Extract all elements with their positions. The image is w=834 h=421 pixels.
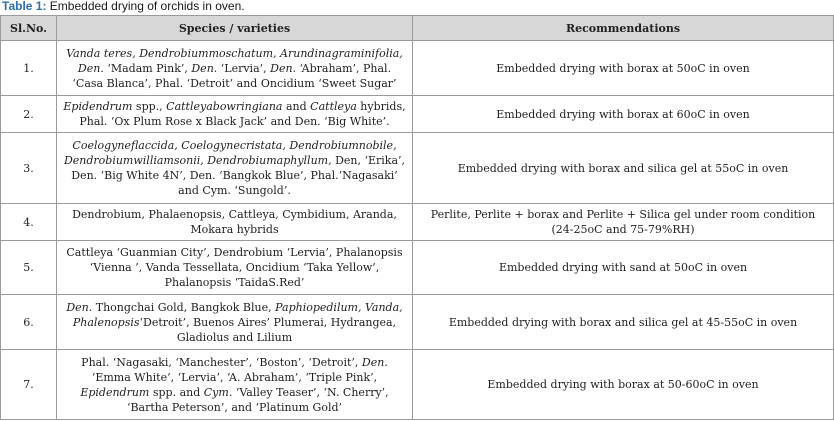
table-caption bbox=[2, 0, 245, 13]
species-name-text: Den, ‘Erika’, Den. ‘Big White 4N’, Den. ‘Bangkok Blue’, Phal.‘Nagasaki’ and Cym. ‘Sungold’. bbox=[71, 154, 406, 197]
species-name-text: ‘Lervia’, bbox=[217, 61, 271, 75]
species-name-italic: Epidendrum bbox=[80, 385, 150, 399]
species-name-text: Dendrobium, Phalaenopsis, Cattleya, Cymbidium, Aranda, Mokara hybrids bbox=[72, 208, 397, 236]
species-name-italic: Den. bbox=[270, 61, 297, 75]
serial-number-cell: 4. bbox=[1, 204, 57, 241]
species-name-italic: Vanda teres, Dendrobiummoschatum, Arundinagraminifolia, Den. bbox=[66, 46, 403, 75]
species-name-text: ‘Detroit’, Buenos Aires’ Plumerai, Hydrangea, Gladiolus and Lilium bbox=[139, 315, 397, 344]
serial-number-cell: 1. bbox=[1, 41, 57, 96]
species-name-italic: Coelogyneflaccida, Coelogynecristata, Dendrobiumnobile, Dendrobiumwilliamsonii, Dendrobiumaphyllum, bbox=[63, 139, 397, 167]
species-cell bbox=[57, 96, 413, 133]
recommendation-cell: Embedded drying with borax at 60oC in oven bbox=[413, 96, 834, 133]
species-cell bbox=[57, 41, 413, 96]
species-name-text: ‘Emma White’, ‘Lervia’, ‘A. Abraham’, ‘Triple Pink’, bbox=[91, 370, 378, 384]
species-name-italic: Cym. bbox=[203, 385, 233, 399]
species-name-italic: Cattleya bbox=[310, 100, 357, 113]
table-caption-label: Table 1: bbox=[2, 0, 47, 13]
species-name-text: and bbox=[282, 100, 311, 113]
table-row bbox=[1, 133, 834, 204]
header-species: Species / varieties bbox=[57, 16, 413, 41]
header-sl-no: Sl.No. bbox=[1, 16, 57, 41]
serial-number-cell: 5. bbox=[1, 241, 57, 295]
table-row bbox=[1, 295, 834, 350]
species-name-italic: Paphiopedilum, Vanda, Phalenopsis bbox=[72, 300, 403, 329]
species-name-text: hybrids, Phal. ‘Ox Plum Rose x Black Jack’ and Den. ‘Big White’. bbox=[79, 100, 406, 128]
species-name-italic: Den. bbox=[66, 300, 93, 314]
species-name-text: Cattleya ‘Guanmian City’, Dendrobium ‘Lervia’, Phalanopsis ‘Vienna ’, Vanda Tessellata, Oncidium ‘Taka Yellow’, Phalanopsis ‘TaidaS.Red’ bbox=[66, 246, 403, 289]
recommendation-cell: Perlite, Perlite + borax and Perlite + Silica gel under room condition (24-25oC and 75-79%RH) bbox=[413, 204, 834, 241]
table-row bbox=[1, 350, 834, 420]
serial-number-cell: 7. bbox=[1, 350, 57, 420]
table-caption-text: Embedded drying of orchids in oven. bbox=[46, 0, 245, 13]
species-name-italic: Den. bbox=[191, 61, 218, 75]
species-name-text: Thongchai Gold, Bangkok Blue, bbox=[92, 300, 276, 314]
species-name-italic: Epidendrum bbox=[63, 100, 133, 113]
species-cell bbox=[57, 350, 413, 420]
recommendation-cell: Embedded drying with borax at 50-60oC in oven bbox=[413, 350, 834, 420]
recommendation-cell: Embedded drying with borax and silica gel at 45-55oC in oven bbox=[413, 295, 834, 350]
species-cell bbox=[57, 241, 413, 295]
orchid-drying-table bbox=[0, 15, 834, 420]
serial-number-cell: 2. bbox=[1, 96, 57, 133]
species-name-text: Phal. ‘Nagasaki, ‘Manchester’, ‘Boston’, ‘Detroit’, bbox=[81, 355, 362, 369]
species-name-text: spp., bbox=[132, 100, 167, 113]
species-name-italic: Cattleyabowringiana bbox=[166, 100, 283, 113]
serial-number-cell: 3. bbox=[1, 133, 57, 204]
table-row bbox=[1, 204, 834, 241]
recommendation-cell: Embedded drying with borax at 50oC in oven bbox=[413, 41, 834, 96]
species-cell bbox=[57, 204, 413, 241]
recommendation-cell: Embedded drying with borax and silica gel at 55oC in oven bbox=[413, 133, 834, 204]
table-row bbox=[1, 96, 834, 133]
table-row bbox=[1, 41, 834, 96]
species-name-text: ‘Valley Teaser’, ‘N. Cherry’, ‘Bartha Peterson’, and ‘Platinum Gold’ bbox=[126, 385, 389, 414]
species-name-text: ‘Abraham’, Phal. ‘Casa Blanca’, Phal. ‘Detroit’ and Oncidium ‘Sweet Sugar’ bbox=[72, 61, 397, 90]
species-name-text: ‘Madam Pink’, bbox=[103, 61, 192, 75]
species-name-text: spp. and bbox=[149, 385, 204, 399]
table-row bbox=[1, 241, 834, 295]
recommendation-cell: Embedded drying with sand at 50oC in oven bbox=[413, 241, 834, 295]
species-cell bbox=[57, 133, 413, 204]
serial-number-cell: 6. bbox=[1, 295, 57, 350]
header-recommendations: Recommendations bbox=[413, 16, 834, 41]
species-cell bbox=[57, 295, 413, 350]
species-name-italic: Den. bbox=[361, 355, 388, 369]
table-header-row bbox=[1, 16, 834, 41]
